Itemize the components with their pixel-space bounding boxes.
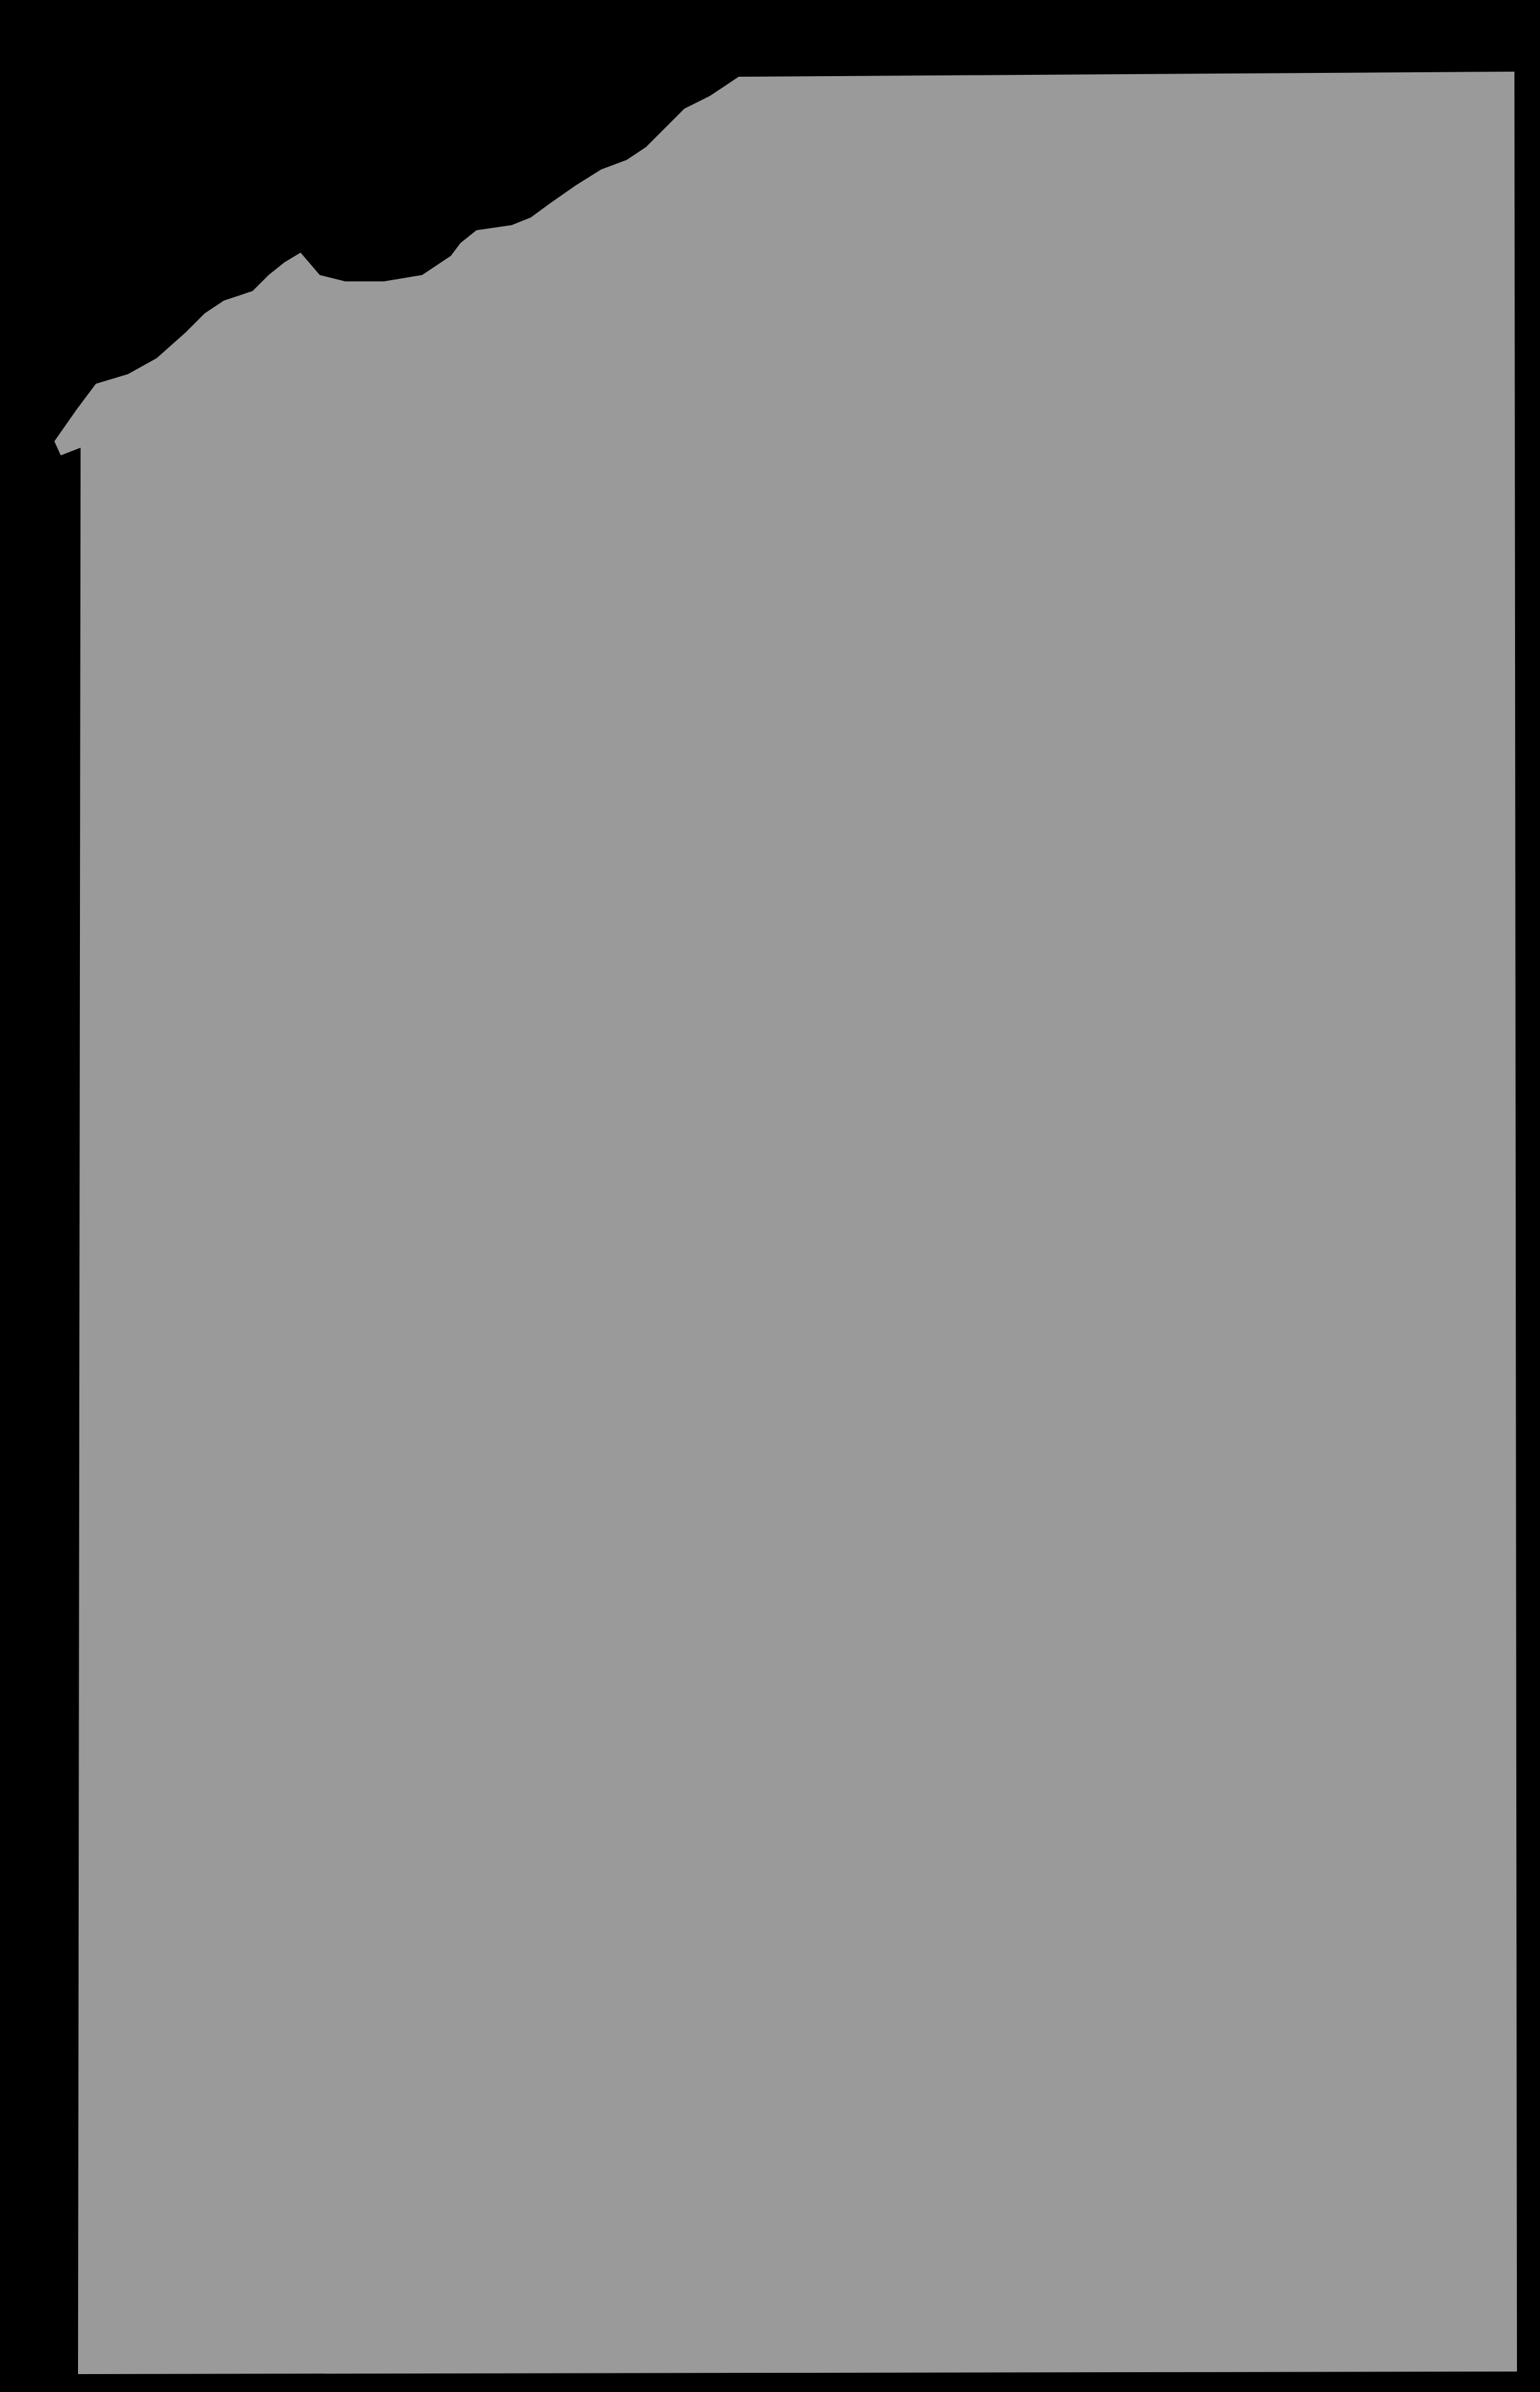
torn-paper	[54, 72, 1517, 2374]
